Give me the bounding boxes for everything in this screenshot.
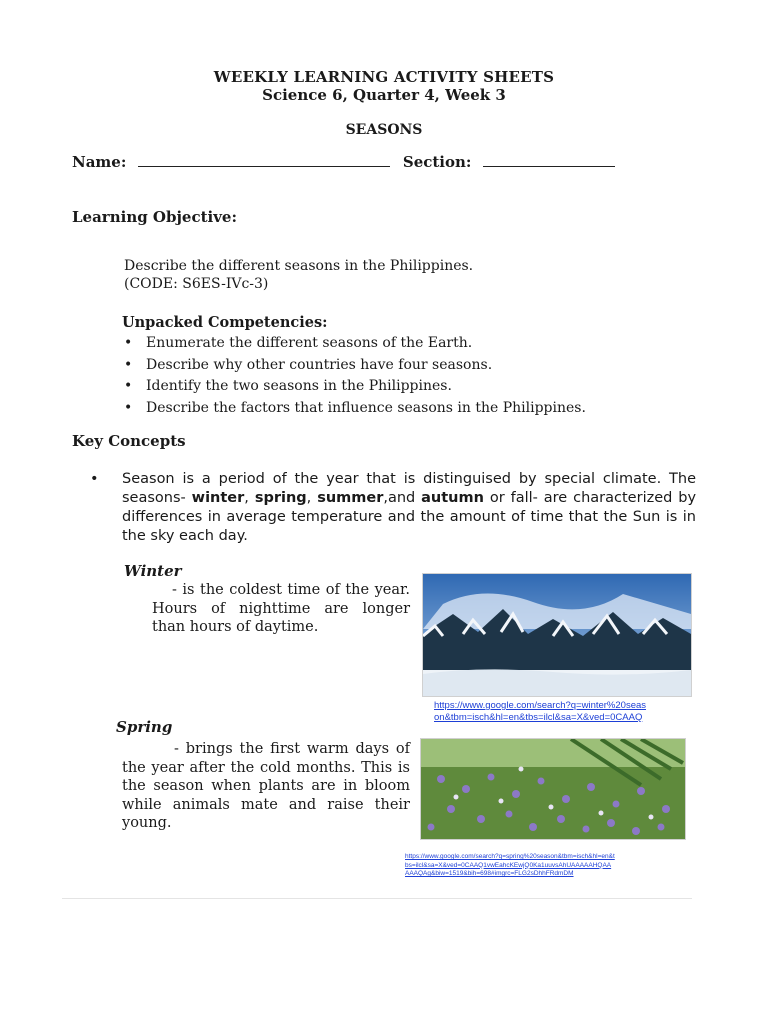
learning-objective-heading: Learning Objective: bbox=[72, 208, 238, 226]
term-autumn: autumn bbox=[421, 490, 484, 506]
page-divider bbox=[62, 898, 692, 899]
link-line[interactable]: bs=ilcl&sa=X&ved=0CAAQ1vwEahcKEwjQ0Ka1uuvsAhUAAAAAHQAA bbox=[405, 861, 612, 869]
bullet-icon: • bbox=[90, 471, 99, 487]
name-section-row bbox=[72, 152, 615, 171]
key-concepts-heading: Key Concepts bbox=[72, 432, 186, 450]
list-item: • Identify the two seasons in the Philippines. bbox=[122, 376, 586, 398]
link-line[interactable]: on&tbm=isch&hl=en&tbs=ilcl&sa=X&ved=0CAAQ bbox=[434, 712, 643, 723]
term-spring: spring bbox=[254, 490, 307, 506]
section-label: Section: bbox=[402, 153, 472, 171]
topic-title: SEASONS bbox=[345, 122, 423, 138]
winter-heading: Winter bbox=[124, 562, 182, 580]
key-concepts-paragraph bbox=[90, 470, 697, 546]
winter-source-link[interactable] bbox=[434, 700, 646, 724]
spring-description: - brings the first warm days of the year after the cold months. This is the season when plants are in bloom while animals mate and raise their young. bbox=[122, 741, 410, 831]
spring-source-link[interactable] bbox=[405, 853, 615, 879]
competencies-list bbox=[122, 333, 586, 419]
worksheet-title: WEEKLY LEARNING ACTIVITY SHEETS bbox=[213, 68, 555, 86]
link-line[interactable]: AAAQAg&biw=1519&bih=698#imgrc=FLG2sDhhFRdmDM bbox=[405, 870, 574, 877]
term-summer: summer bbox=[317, 490, 384, 506]
separator: , bbox=[244, 490, 255, 506]
worksheet-subtitle: Science 6, Quarter 4, Week 3 bbox=[262, 86, 506, 104]
objective-text: Describe the different seasons in the Philippines. bbox=[124, 258, 474, 274]
separator: ,and bbox=[383, 490, 422, 506]
list-item: • Enumerate the different seasons of the Earth. bbox=[122, 333, 586, 355]
competencies-heading: Unpacked Competencies: bbox=[122, 314, 328, 331]
season-definition-text: or fall- are characterized by differences in average temperature and the amount of time that the Sun is in the sky each day. bbox=[122, 490, 697, 544]
list-item: • Describe the factors that influence seasons in the Philippines. bbox=[122, 398, 586, 420]
term-winter: winter bbox=[191, 490, 245, 506]
separator: , bbox=[306, 490, 318, 506]
list-item: • Describe why other countries have four seasons. bbox=[122, 355, 586, 377]
link-line[interactable]: https://www.google.com/search?q=winter%20seas bbox=[434, 700, 647, 711]
season-intro-text: Season is a period of the year that is distinguised by special climate. The seasons- bbox=[122, 471, 696, 506]
spring-photo bbox=[420, 738, 686, 840]
section-field[interactable] bbox=[483, 152, 615, 167]
winter-description: - is the coldest time of the year. Hours of nighttime are longer than hours of daytime. bbox=[152, 582, 410, 635]
objective-code: (CODE: S6ES-IVc-3) bbox=[124, 276, 269, 292]
name-label: Name: bbox=[72, 153, 127, 171]
link-line[interactable]: https://www.google.com/search?q=spring%20season&tbm=isch&hl=en&t bbox=[405, 853, 615, 860]
name-field[interactable] bbox=[138, 152, 390, 167]
spring-heading: Spring bbox=[116, 718, 173, 736]
winter-photo bbox=[422, 573, 692, 697]
